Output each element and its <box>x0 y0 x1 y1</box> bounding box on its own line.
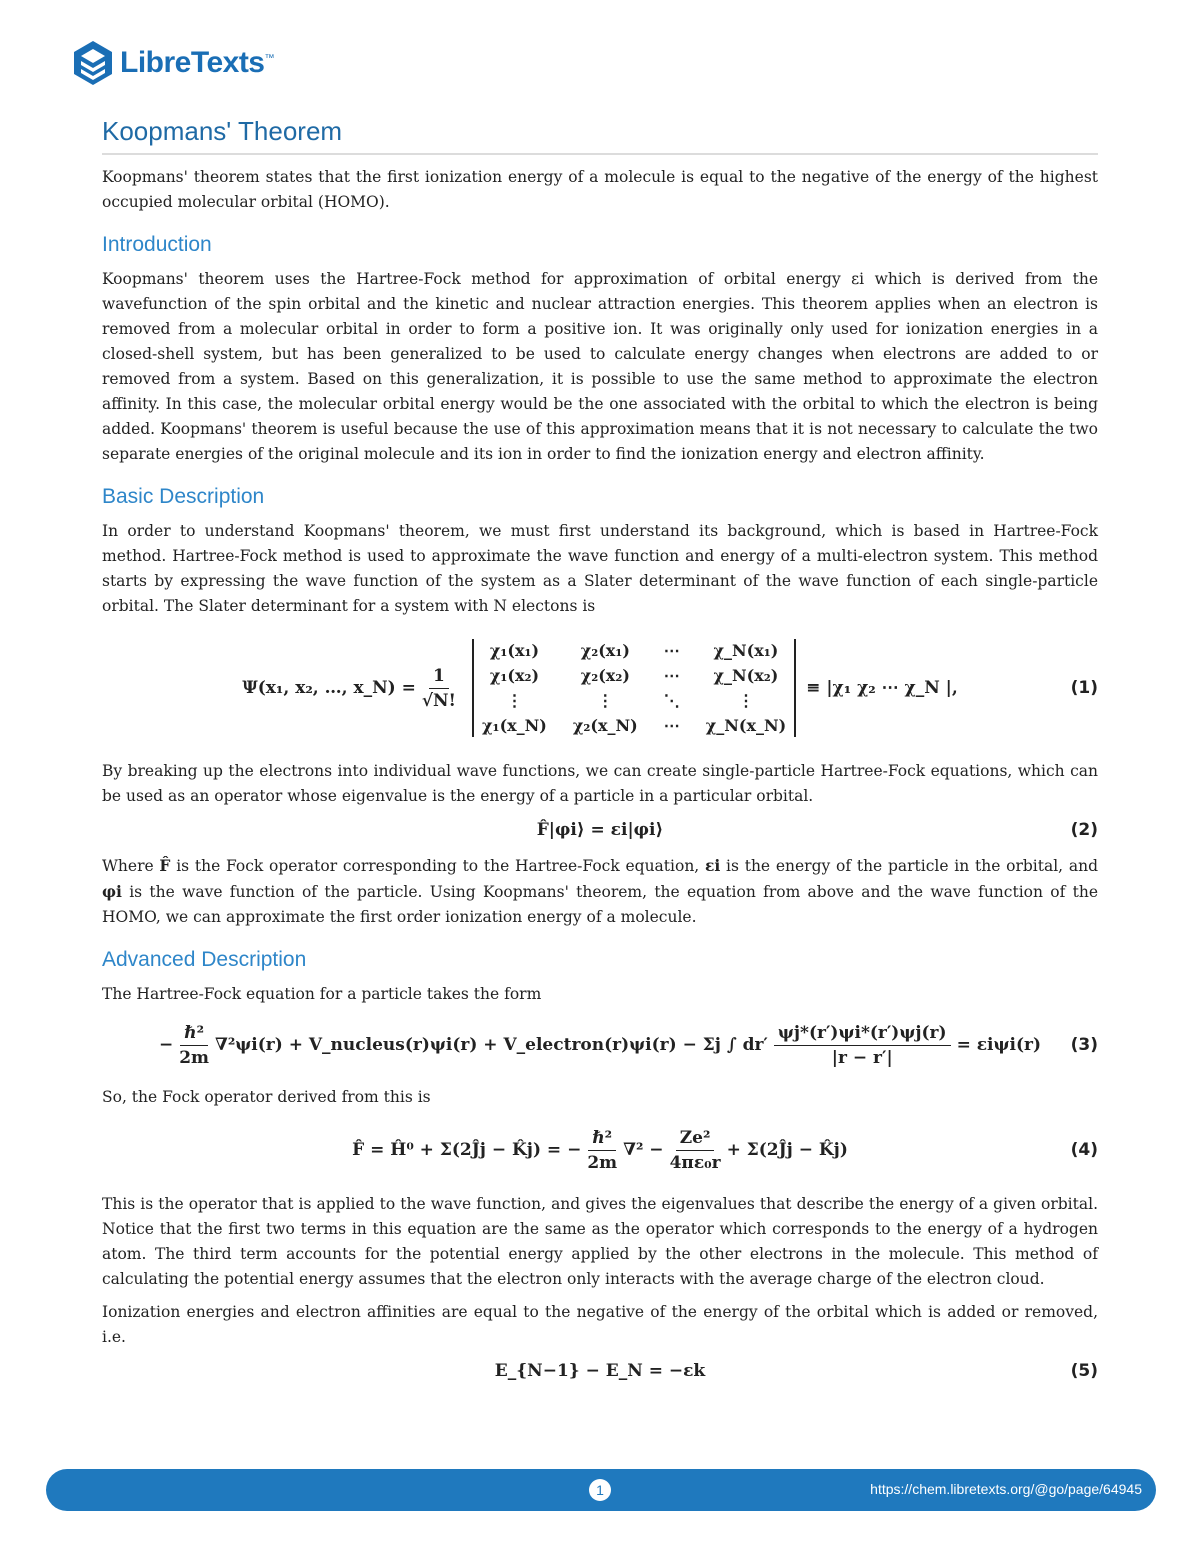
intro-paragraph: Koopmans' theorem states that the first ionization energy of a molecule is equal to the negative of the energy of the highest occupied molecular orbital (HOMO). <box>102 168 1098 211</box>
heading-advanced-description: Advanced Description <box>102 948 307 971</box>
equation-number-5: (5) <box>1070 1361 1098 1381</box>
eq5-text: E_{N−1} − E_N = −εk <box>494 1361 706 1381</box>
libretexts-logo[interactable] <box>72 40 274 86</box>
basic-paragraph-2: By breaking up the electrons into individual wave functions, we can create single-particle Hartree-Fock equations, which can be used as an operator whose eigenvalue is the energy of a particle in a particular orbital. <box>102 762 1098 805</box>
equation-4: F̂ = Ĥ⁰ + Σ(2Ĵj − K̂j) = − $\frac{\text{ℏ²}}{2m}$ ∇² − $\frac{\text{Ze²}}{\text{4πε₀r}}$ + Σ(2Ĵj − K̂j) (4) <box>352 1127 1098 1173</box>
page-content <box>102 116 1098 1394</box>
equation-number-4: (4) <box>1070 1140 1098 1160</box>
heading-introduction: Introduction <box>102 233 212 256</box>
page-title: Koopmans' Theorem <box>102 116 1098 155</box>
page-number-badge: 1 <box>589 1479 611 1501</box>
eq4-fraction-2: $\frac{\text{Ze²}}{\text{4πε₀r}}$ <box>669 1127 721 1173</box>
page-url-link[interactable]: https://chem.libretexts.org/@go/page/64945 <box>870 1481 1142 1497</box>
equation-number-1: (1) <box>1070 678 1098 698</box>
eq4-fraction-1: $\frac{\text{ℏ²}}{2m}$ <box>587 1127 618 1173</box>
equation-number-3: (3) <box>1070 1035 1098 1055</box>
equation-5 <box>102 1358 1098 1384</box>
introduction-paragraph: Koopmans' theorem uses the Hartree-Fock method for approximation of orbital energy εi which is derived from the wavefunction of the spin orbital and the kinetic and nuclear attraction energies. This theorem applies when an electron is removed from a molecular orbital in order to form a positive ion. It was originally only used for ionization energies in a closed-shell system, but has been generalized to be used to calculate energy changes when electrons are added to or removed from a system. Based on this generalization, it is possible to use the same method to approximate the electron affinity. In this case, the molecular orbital energy would be the one associated with the orbital to which the electron is being added. Koopmans' theorem is useful because the use of this approximation means that it is not necessary to calculate the two separate energies of the original molecule and its ion in order to find the ionization energy and electron affinity. <box>102 270 1098 463</box>
eq1-fraction: $\frac{1}{√N!}$ <box>421 665 457 711</box>
equation-3: − $\frac{\text{ℏ²}}{2m}$ ∇²ψi(r) + V_nucleus(r)ψi(r) + V_electron(r)ψi(r) − Σj ∫ dr′ $\frac{\psi j*(r')\psi i*(r')\psi j(r)}{|r - r'|}$ = εiψi(r) (3) <box>158 1022 1098 1068</box>
advanced-paragraph-4: Ionization energies and electron affinities are equal to the negative of the energy of the orbital which is added or removed, i.e. <box>102 1303 1098 1346</box>
eq1-rhs: ≡ |χ₁ χ₂ ⋯ χ_N |, <box>806 678 958 698</box>
heading-basic-description: Basic Description <box>102 485 265 508</box>
eq2-text: F̂|φi⟩ = εi|φi⟩ <box>536 820 664 840</box>
basic-paragraph-3: Where F̂ is the Fock operator corresponding to the Hartree-Fock equation, εi is the energy of the particle in the orbital, and φi is the wave function of the particle. Using Koopmans' theorem, the equation from above and the wave function of the HOMO, we can approximate the first order ionization energy of a molecule. <box>102 856 1098 926</box>
basic-paragraph-1: In order to understand Koopmans' theorem, we must first understand its background, which is based in Hartree-Fock method. Hartree-Fock method is used to approximate the wave function and energy of a multi-electron system. This method starts by expressing the wave function of the system as a Slater determinant of the wave function of each single-particle orbital. The Slater determinant for a system with N electons is <box>102 522 1098 615</box>
equation-1 <box>102 627 1098 749</box>
eq3-fraction-2: $\frac{\psi j*(r')\psi i*(r')\psi j(r)}{|r - r'|}$ <box>774 1023 951 1068</box>
eq1-lhs: Ψ(x₁, x₂, …, x_N) = <box>242 678 416 698</box>
advanced-paragraph-2: So, the Fock operator derived from this is <box>102 1088 431 1106</box>
libretexts-logo-icon <box>72 40 114 86</box>
advanced-paragraph-1: The Hartree-Fock equation for a particle takes the form <box>102 985 542 1003</box>
eq3-fraction-1: $\frac{\text{ℏ²}}{2m}$ <box>179 1022 210 1068</box>
equation-2 <box>102 817 1098 843</box>
advanced-paragraph-3: This is the operator that is applied to the wave function, and gives the eigenvalues that describe the energy of a given orbital. Notice that the first two terms in this equation are the same as the operator which corresponds to the energy of a hydrogen atom. The third term accounts for the potential energy applied by the other electrons in the molecule. This method of calculating the potential energy assumes that the electron only interacts with the average charge of the electron cloud. <box>102 1195 1098 1288</box>
logo-wordmark: LibreTexts™ <box>120 46 274 79</box>
equation-number-2: (2) <box>1070 820 1098 840</box>
page-footer <box>46 1469 1156 1511</box>
slater-determinant: χ₁(x₁) χ₂(x₁) ⋯ χ_N(x₁) χ₁(x₂) χ₂(x₂) ⋯ χ_N(x₂) ⋮ ⋮ ⋱ ⋮ χ₁(x_N) χ₂(x_N) ⋯ χ_N(x_N) <box>472 639 796 737</box>
